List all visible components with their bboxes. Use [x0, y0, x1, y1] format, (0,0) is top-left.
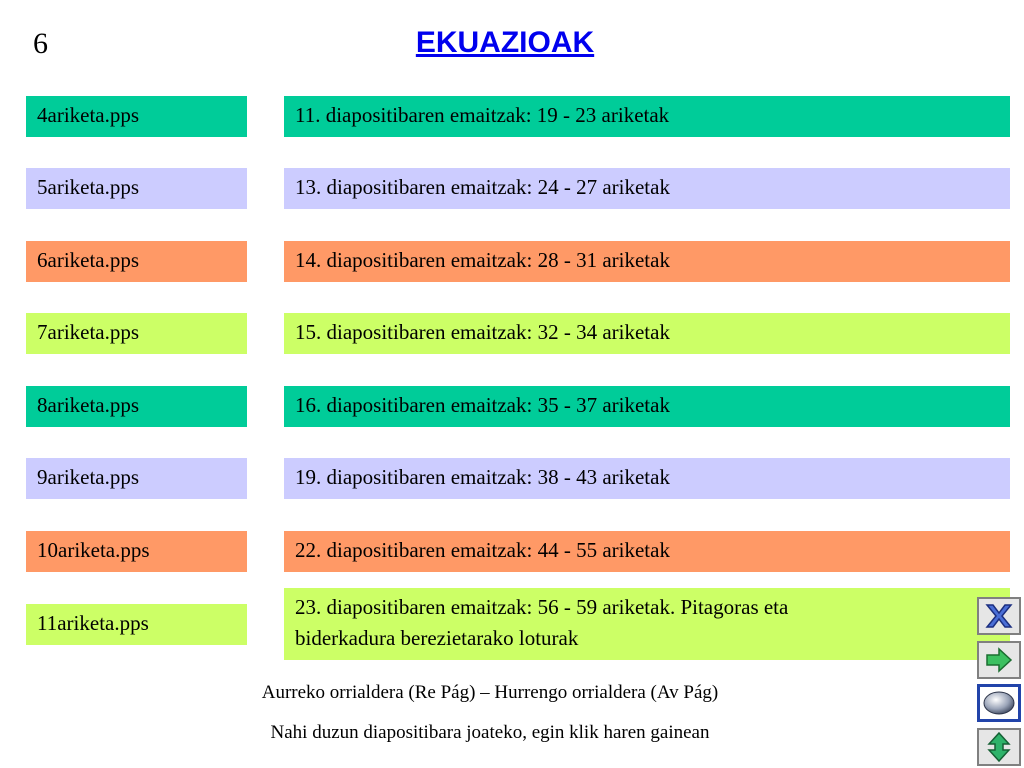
file-link-6ariketa[interactable]: 6ariketa.pps	[26, 241, 247, 282]
file-link-11ariketa[interactable]: 11ariketa.pps	[26, 604, 247, 645]
result-link-slide-14[interactable]: 14. diapositibaren emaitzak: 28 - 31 ariketak	[284, 241, 1010, 282]
result-link-slide-16[interactable]: 16. diapositibaren emaitzak: 35 - 37 ariketak	[284, 386, 1010, 427]
result-link-slide-11[interactable]: 11. diapositibaren emaitzak: 19 - 23 ariketak	[284, 96, 1010, 137]
slide-number: 6	[33, 27, 48, 60]
result-link-slide-15[interactable]: 15. diapositibaren emaitzak: 32 - 34 ariketak	[284, 313, 1010, 354]
nav-hint-text: Aurreko orrialdera (Re Pág) – Hurrengo orrialdera (Av Pág)	[261, 682, 719, 703]
file-link-7ariketa[interactable]: 7ariketa.pps	[26, 313, 247, 354]
close-x-icon	[981, 601, 1017, 631]
file-link-8ariketa[interactable]: 8ariketa.pps	[26, 386, 247, 427]
next-slide-button[interactable]	[977, 641, 1021, 679]
result-line-1: 23. diapositibaren emaitzak: 56 - 59 ariketak. Pitagoras eta	[295, 595, 789, 619]
home-button[interactable]	[977, 684, 1021, 722]
next-arrow-icon	[981, 645, 1017, 675]
up-down-button[interactable]	[977, 728, 1021, 766]
home-oval-icon	[982, 689, 1016, 717]
result-line-2: biderkadura berezietarako loturak	[295, 626, 579, 650]
result-link-slide-22[interactable]: 22. diapositibaren emaitzak: 44 - 55 ariketak	[284, 531, 1010, 572]
result-link-slide-13[interactable]: 13. diapositibaren emaitzak: 24 - 27 ariketak	[284, 168, 1010, 209]
file-link-4ariketa[interactable]: 4ariketa.pps	[26, 96, 247, 137]
slide-title-link[interactable]: EKUAZIOAK	[415, 26, 595, 59]
file-link-9ariketa[interactable]: 9ariketa.pps	[26, 458, 247, 499]
result-link-slide-19[interactable]: 19. diapositibaren emaitzak: 38 - 43 ariketak	[284, 458, 1010, 499]
file-link-5ariketa[interactable]: 5ariketa.pps	[26, 168, 247, 209]
close-button[interactable]	[977, 597, 1021, 635]
file-link-10ariketa[interactable]: 10ariketa.pps	[26, 531, 247, 572]
result-link-slide-23[interactable]	[284, 588, 1010, 660]
click-hint-text: Nahi duzun diapositibara joateko, egin klik haren gainean	[270, 722, 710, 743]
up-down-arrow-icon	[981, 731, 1017, 763]
